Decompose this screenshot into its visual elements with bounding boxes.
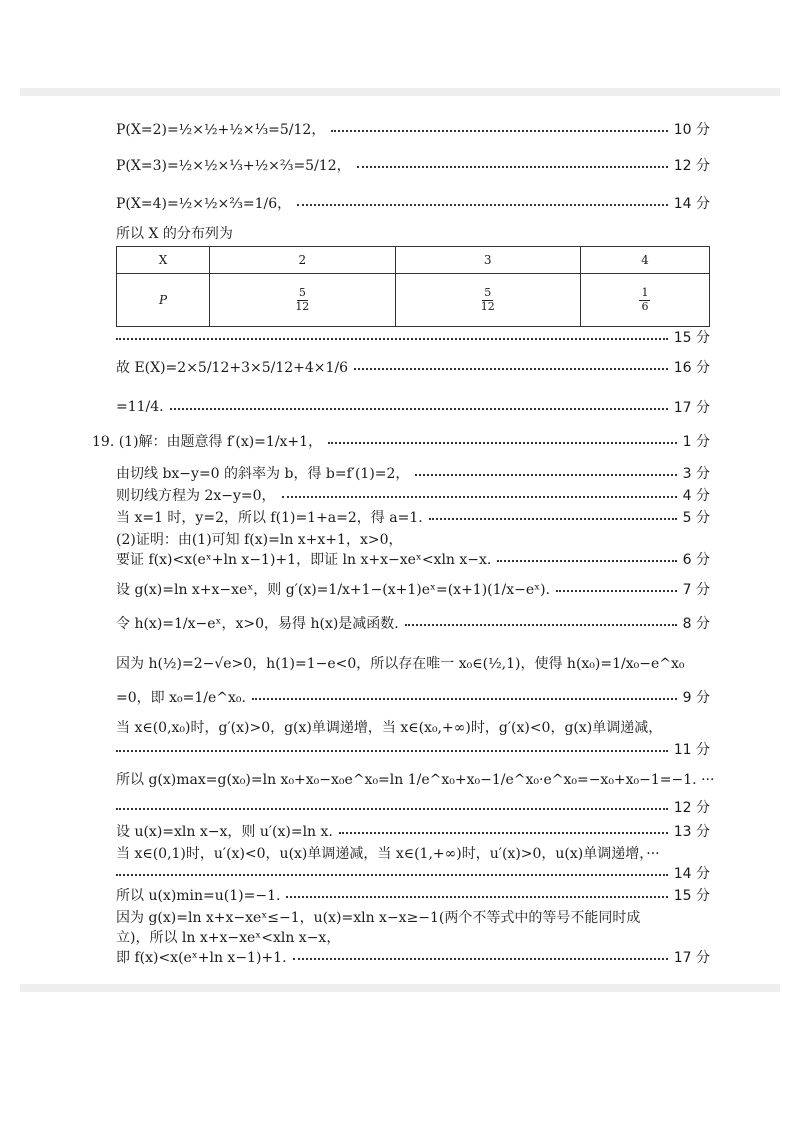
- answer-expression: 即 f(x)<x(eˣ+ln x−1)+1.: [116, 950, 287, 966]
- fraction-denominator: 6: [641, 299, 649, 313]
- leader-dots: [339, 832, 668, 834]
- answer-expression: (2)证明：由(1)可知 f(x)=ln x+x+1，x>0，: [116, 532, 403, 548]
- leader-dots: [497, 560, 676, 562]
- answer-line: [116, 946, 710, 968]
- table-header-cell: X: [117, 247, 210, 274]
- answer-expression: =11/4.: [116, 399, 164, 415]
- answer-line: [116, 506, 710, 528]
- score-label: 8 分: [682, 616, 710, 632]
- answer-expression: 要证 f(x)<x(eˣ+ln x−1)+1，即证 ln x+x−xeˣ<xln x−x.: [116, 552, 492, 568]
- score-label: 14 分: [673, 866, 710, 882]
- leader-dots: [170, 408, 668, 410]
- leader-dots: [282, 496, 677, 498]
- answer-line: [116, 738, 710, 760]
- answer-line: [116, 578, 710, 600]
- fraction-numerator: 5: [298, 286, 306, 300]
- answer-line: [116, 842, 710, 864]
- score-label: 10 分: [673, 122, 710, 138]
- score-label: 11 分: [673, 742, 710, 758]
- answer-line: [116, 796, 710, 818]
- score-label: 3 分: [682, 466, 710, 482]
- leader-dots: [357, 166, 668, 168]
- leader-dots: [331, 130, 667, 132]
- fraction: [479, 287, 497, 312]
- answer-expression: 因为 h(½)=2−√e>0，h(1)=1−e<0，所以存在唯一 x₀∈(½,1)，使得 h(x₀)=1/x₀−e^x₀: [116, 656, 685, 672]
- answer-line: [92, 430, 710, 452]
- distribution-table: [116, 246, 710, 327]
- answer-expression: 设 g(x)=ln x+x−xeˣ，则 g′(x)=1/x+1−(x+1)eˣ=(x+1)(1/x−eˣ).: [116, 582, 551, 598]
- answer-expression: 设 u(x)=xln x−x，则 u′(x)=ln x.: [116, 824, 333, 840]
- table-header-cell: 2: [210, 247, 395, 274]
- leader-dots: [116, 808, 668, 810]
- fraction: [639, 287, 650, 312]
- answer-line: [116, 154, 710, 176]
- table-header-cell: 3: [395, 247, 580, 274]
- score-label: 13 分: [673, 824, 710, 840]
- answer-expression: P(X=2)=½×½+½×⅓=5/12，: [116, 122, 326, 138]
- score-label: 15 分: [673, 888, 710, 904]
- answer-line: [116, 484, 710, 506]
- answer-expression: P(X=3)=½×½×⅓+½×⅔=5/12，: [116, 158, 351, 174]
- table-cell: [210, 274, 395, 327]
- answer-line: [116, 612, 710, 634]
- leader-dots: [252, 698, 677, 700]
- answer-line: [116, 884, 710, 906]
- fraction: [293, 287, 311, 312]
- answer-line: [116, 326, 710, 348]
- leader-dots: [297, 204, 668, 206]
- table-header-row: [117, 247, 710, 274]
- score-label: 17 分: [673, 400, 710, 416]
- answer-expression: 则切线方程为 2x−y=0，: [116, 488, 276, 504]
- score-label: 16 分: [673, 360, 710, 376]
- score-label: 1 分: [682, 434, 710, 450]
- score-label: 4 分: [682, 488, 710, 504]
- table-cell: [395, 274, 580, 327]
- answer-expression: 故 E(X)=2×5/12+3×5/12+4×1/6: [116, 360, 349, 376]
- fraction-numerator: 5: [484, 286, 492, 300]
- leader-dots: [556, 590, 677, 592]
- answer-line: [116, 652, 710, 674]
- answer-expression: 当 x∈(0,1)时，u′(x)<0，u(x)单调递减，当 x∈(1,+∞)时，u′(x)>0，u(x)单调递增，···: [116, 846, 660, 862]
- answer-line: [116, 862, 710, 884]
- answer-line: [116, 548, 710, 570]
- leader-dots: [116, 338, 668, 340]
- leader-dots: [415, 474, 676, 476]
- answer-line: [116, 926, 710, 948]
- answer-expression: 令 h(x)=1/x−eˣ，x>0，易得 h(x)是减函数.: [116, 616, 399, 632]
- answer-line: [116, 118, 710, 140]
- leader-dots: [286, 896, 667, 898]
- answer-line: [116, 768, 715, 790]
- answer-expression: 当 x∈(0,x₀)时，g′(x)>0，g(x)单调递增，当 x∈(x₀,+∞)时，g′(x)<0，g(x)单调递减，: [116, 720, 663, 736]
- table-row-label: P: [117, 274, 210, 327]
- leader-dots: [354, 368, 668, 370]
- answer-expression: 由切线 bx−y=0 的斜率为 b，得 b=f′(1)=2，: [116, 466, 410, 482]
- answer-expression: 所以 u(x)min=u(1)=−1.: [116, 888, 281, 904]
- answer-line: [116, 686, 710, 708]
- table-cell: [580, 274, 709, 327]
- fraction-denominator: 12: [480, 299, 495, 313]
- answer-expression: 立)，所以 ln x+x−xeˣ<xln x−x，: [116, 930, 341, 946]
- score-label: 17 分: [673, 950, 710, 966]
- leader-dots: [405, 624, 677, 626]
- fraction-denominator: 12: [295, 299, 310, 313]
- fraction-numerator: 1: [641, 286, 649, 300]
- leader-dots: [293, 958, 668, 960]
- score-label: 7 分: [682, 582, 710, 598]
- answer-expression: 所以 g(x)max=g(x₀)=ln x₀+x₀−x₀e^x₀=ln 1/e^x₀+x₀−1/e^x₀·e^x₀=−x₀+x₀−1=−1. ···: [116, 772, 715, 788]
- leader-dots: [116, 874, 668, 876]
- score-label: 15 分: [673, 330, 710, 346]
- answer-line: [116, 820, 710, 842]
- answer-expression: P(X=4)=½×½×⅔=1/6，: [116, 196, 292, 212]
- leader-dots: [116, 750, 668, 752]
- answer-expression: 19. (1)解：由题意得 f′(x)=1/x+1，: [92, 434, 323, 450]
- leader-dots: [328, 442, 677, 444]
- answer-expression: 所以 X 的分布列为: [116, 226, 233, 242]
- score-label: 6 分: [682, 552, 710, 568]
- answer-line: [116, 906, 710, 928]
- answer-expression: 当 x=1 时，y=2，所以 f(1)=1+a=2，得 a=1.: [116, 510, 423, 526]
- score-label: 5 分: [682, 510, 710, 526]
- score-label: 12 分: [673, 158, 710, 174]
- answer-line: [116, 462, 710, 484]
- answer-expression: 因为 g(x)=ln x+x−xeˣ≤−1，u(x)=xln x−x≥−1(两个不等式中的等号不能同时成: [116, 910, 641, 926]
- answer-line: [116, 356, 710, 378]
- answer-line: [116, 192, 710, 214]
- table-row: [117, 274, 710, 327]
- leader-dots: [429, 518, 677, 520]
- table-header-cell: 4: [580, 247, 709, 274]
- answer-expression: =0，即 x₀=1/e^x₀.: [116, 690, 246, 706]
- score-label: 12 分: [673, 800, 710, 816]
- answer-line: [116, 716, 710, 738]
- answer-line: [116, 222, 710, 244]
- score-label: 14 分: [673, 196, 710, 212]
- score-label: 9 分: [682, 690, 710, 706]
- answer-line: [116, 396, 710, 418]
- answer-line: [116, 528, 710, 550]
